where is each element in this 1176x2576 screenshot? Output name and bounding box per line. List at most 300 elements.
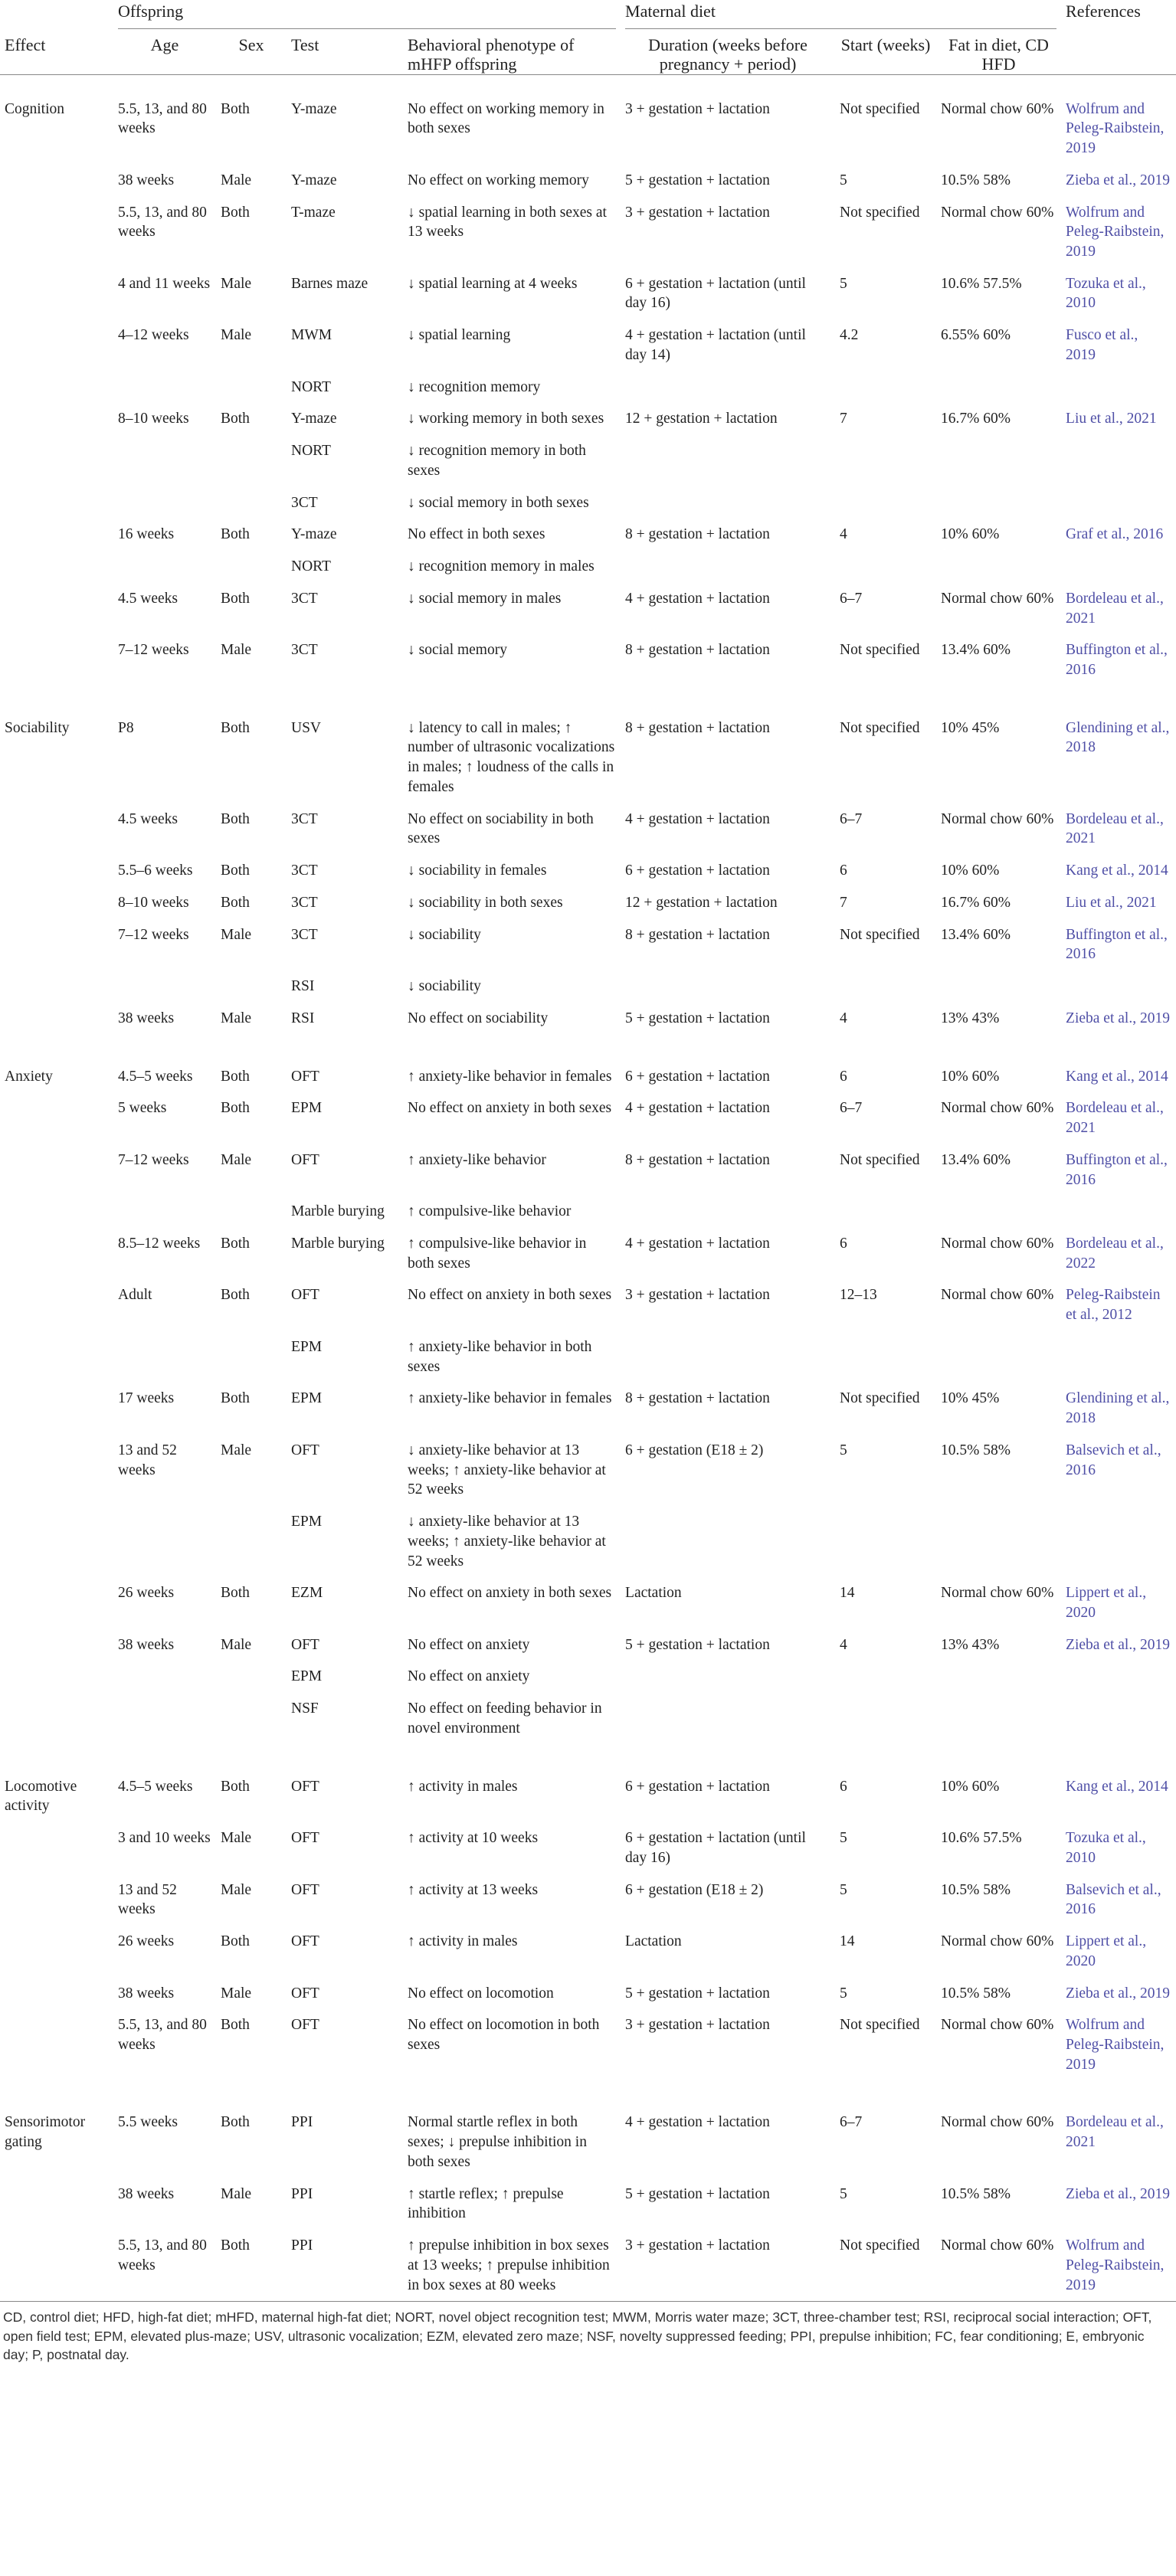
cell-duration: 4 + gestation + lactation <box>625 810 770 827</box>
cell-test: OFT <box>291 1778 319 1795</box>
table-row <box>0 165 1176 197</box>
table-row <box>0 804 1176 855</box>
cell-effect <box>0 165 113 197</box>
cell-phenotype: No effect on locomotion in both sexes <box>408 2017 600 2053</box>
cell-test: 3CT <box>291 926 318 943</box>
cell-start: 5 <box>840 1985 847 2002</box>
cell-sex: Both <box>221 1778 250 1795</box>
cell-duration: 6 + gestation (E18 ± 2) <box>625 1881 764 1898</box>
cell-phenotype: ↑ startle reflex; ↑ prepulse inhibition <box>408 2185 564 2222</box>
table-row <box>0 197 1176 268</box>
cell-duration <box>621 435 835 486</box>
cell-sex <box>216 1693 287 1756</box>
cell-test: NORT <box>291 558 331 575</box>
cell-sex: Both <box>221 1068 250 1085</box>
cell-start: Not specified <box>840 2017 920 2034</box>
cell-reference[interactable]: Zieba et al., 2019 <box>1066 1010 1170 1026</box>
cell-effect: Anxiety <box>5 1068 53 1085</box>
cell-age: 5.5–6 weeks <box>118 862 193 879</box>
table-row <box>0 1331 1176 1383</box>
cell-sex: Both <box>221 1287 250 1304</box>
cell-duration: 5 + gestation + lactation <box>625 2185 770 2202</box>
cell-reference[interactable]: Zieba et al., 2019 <box>1066 1636 1170 1653</box>
cell-age: P8 <box>118 719 134 736</box>
cell-age <box>113 1331 216 1383</box>
cell-age: 8–10 weeks <box>118 894 189 911</box>
cell-phenotype: ↑ anxiety-like behavior in females <box>408 1068 612 1085</box>
cell-age <box>113 1196 216 1228</box>
table-footnote: CD, control diet; HFD, high-fat diet; mHFD, maternal high-fat diet; NORT, novel object recognition test; MWM, Morris water maze; 3CT, three-chamber test; RSI, reciprocal social interaction; OFT, open field test; EPM, elevated plus-maze; USV, ultrasonic vocalization; EZM, elevated zero maze; NSF, novelty suppressed feeding; PPI, prepulse inhibition; FC, fear conditioning; E, embryonic day; P, postnatal day. <box>0 2301 1176 2365</box>
cell-reference[interactable]: Tozuka et al., 2010 <box>1066 275 1146 312</box>
cell-sex: Male <box>221 327 252 344</box>
cell-fat: Normal chow 60% <box>941 1287 1054 1304</box>
cell-age: 38 weeks <box>118 2185 175 2202</box>
cell-test: EPM <box>291 1668 323 1685</box>
cell-test: 3CT <box>291 590 318 607</box>
cell-start: 5 <box>840 1442 847 1458</box>
cell-sex <box>216 372 287 404</box>
cell-fat <box>936 551 1061 583</box>
cell-fat: 10.5% 58% <box>941 1985 1011 2002</box>
cell-reference[interactable]: Liu et al., 2021 <box>1066 894 1157 911</box>
cell-duration: 3 + gestation + lactation <box>625 204 770 221</box>
cell-sex: Male <box>221 1010 252 1026</box>
cell-phenotype: ↓ anxiety-like behavior at 13 weeks; ↑ anxiety-like behavior at 52 weeks <box>408 1442 606 1498</box>
cell-test: NORT <box>291 443 331 460</box>
cell-age: 7–12 weeks <box>118 1151 189 1168</box>
cell-phenotype: ↓ sociability <box>408 926 481 943</box>
cell-sex: Male <box>221 1442 252 1458</box>
cell-phenotype: ↓ sociability in females <box>408 862 547 879</box>
cell-test: OFT <box>291 1068 319 1085</box>
cell-test: RSI <box>291 1010 315 1026</box>
cell-reference[interactable]: Kang et al., 2014 <box>1066 1068 1168 1085</box>
cell-start: Not specified <box>840 719 920 736</box>
cell-sex: Both <box>221 204 250 221</box>
cell-reference[interactable]: Balsevich et al., 2016 <box>1066 1881 1161 1918</box>
cell-duration: 5 + gestation + lactation <box>625 1636 770 1653</box>
cell-sex <box>216 487 287 519</box>
cell-sex: Male <box>221 1151 252 1168</box>
cell-reference[interactable]: Wolfrum and Peleg-Raibstein, 2019 <box>1066 204 1165 260</box>
cell-test: OFT <box>291 1830 319 1847</box>
cell-duration: 4 + gestation + lactation <box>625 2114 770 2131</box>
table-header <box>0 0 1176 74</box>
cell-reference[interactable]: Kang et al., 2014 <box>1066 862 1168 879</box>
cell-age: 4.5–5 weeks <box>118 1068 193 1085</box>
cell-phenotype: No effect on sociability <box>408 1010 549 1026</box>
cell-sex: Both <box>221 862 250 879</box>
cell-fat: 16.7% 60% <box>941 411 1011 427</box>
cell-start: Not specified <box>840 204 920 221</box>
cell-start: 12–13 <box>840 1287 877 1304</box>
cell-sex: Both <box>221 2017 250 2034</box>
cell-sex: Male <box>221 1636 252 1653</box>
cell-start: 4 <box>840 1010 847 1026</box>
cell-fat <box>936 372 1061 404</box>
cell-age: 5.5 weeks <box>118 2114 178 2131</box>
cell-start: 5 <box>840 1830 847 1847</box>
cell-age: 7–12 weeks <box>118 642 189 659</box>
cell-effect <box>0 919 113 971</box>
cell-duration: 4 + gestation + lactation <box>625 1100 770 1117</box>
cell-test: NSF <box>291 1700 319 1717</box>
cell-phenotype: ↑ activity in males <box>408 1778 518 1795</box>
cell-test: Barnes maze <box>291 275 369 292</box>
cell-start <box>835 1331 936 1383</box>
header-sex: Sex <box>216 35 287 74</box>
cell-duration: 6 + gestation (E18 ± 2) <box>625 1442 764 1458</box>
cell-fat: Normal chow 60% <box>941 590 1054 607</box>
cell-age: 17 weeks <box>118 1390 175 1407</box>
cell-age: 5.5, 13, and 80 weeks <box>118 2017 207 2053</box>
cell-fat: Normal chow 60% <box>941 100 1054 117</box>
cell-fat: 10% 45% <box>941 719 1000 736</box>
cell-test: OFT <box>291 1881 319 1898</box>
cell-fat: 10% 45% <box>941 1390 1000 1407</box>
header-spacer <box>0 0 113 35</box>
cell-reference <box>1061 1693 1176 1756</box>
cell-effect <box>0 634 113 698</box>
cell-start: Not specified <box>840 926 920 943</box>
header-references: References <box>1066 2 1141 21</box>
cell-age: 5.5, 13, and 80 weeks <box>118 204 207 241</box>
cell-effect: Cognition <box>5 100 65 117</box>
cell-test: Y-maze <box>291 172 337 188</box>
cell-effect <box>0 487 113 519</box>
cell-fat: 10.6% 57.5% <box>941 1830 1022 1847</box>
cell-reference[interactable]: Buffington et al., 2016 <box>1066 642 1168 679</box>
cell-reference[interactable]: Zieba et al., 2019 <box>1066 2185 1170 2202</box>
cell-fat: 10% 60% <box>941 526 1000 543</box>
cell-age <box>113 551 216 583</box>
cell-fat: 16.7% 60% <box>941 894 1011 911</box>
cell-sex: Both <box>221 894 250 911</box>
cell-test: EPM <box>291 1338 323 1355</box>
header-test: Test <box>287 35 403 74</box>
cell-start: Not specified <box>840 1390 920 1407</box>
cell-effect <box>0 1822 113 1874</box>
cell-phenotype: No effect on working memory <box>408 172 589 188</box>
table-row <box>0 855 1176 887</box>
cell-reference[interactable]: Bordeleau et al., 2021 <box>1066 810 1164 847</box>
cell-phenotype: No effect in both sexes <box>408 526 545 543</box>
cell-phenotype: ↑ anxiety-like behavior <box>408 1151 546 1168</box>
cell-fat <box>936 1661 1061 1693</box>
header-ref-spacer <box>1061 35 1176 74</box>
cell-effect <box>0 2230 113 2301</box>
table-row <box>0 1693 1176 1756</box>
header-offspring-rule <box>118 28 616 29</box>
cell-start: 6–7 <box>840 1100 863 1117</box>
cell-test: MWM <box>291 327 332 344</box>
cell-reference[interactable]: Glendining et al., 2018 <box>1066 1390 1170 1427</box>
cell-reference[interactable]: Kang et al., 2014 <box>1066 1778 1168 1795</box>
cell-effect <box>0 2178 113 2230</box>
cell-duration: 8 + gestation + lactation <box>625 1151 770 1168</box>
cell-duration <box>621 551 835 583</box>
cell-sex <box>216 1331 287 1383</box>
cell-age <box>113 487 216 519</box>
cell-phenotype: ↑ activity at 13 weeks <box>408 1881 539 1898</box>
cell-fat: Normal chow 60% <box>941 1235 1054 1252</box>
cell-start: 14 <box>840 1585 855 1602</box>
cell-duration <box>621 1661 835 1693</box>
cell-start <box>835 1506 936 1577</box>
cell-effect <box>0 197 113 268</box>
table-row <box>0 2009 1176 2093</box>
cell-test: 3CT <box>291 810 318 827</box>
cell-reference[interactable]: Zieba et al., 2019 <box>1066 1985 1170 2002</box>
cell-test: OFT <box>291 1151 319 1168</box>
cell-reference[interactable]: Peleg-Raibstein et al., 2012 <box>1066 1287 1161 1324</box>
cell-age: 26 weeks <box>118 1933 175 1950</box>
cell-start <box>835 1661 936 1693</box>
cell-duration: 8 + gestation + lactation <box>625 642 770 659</box>
cell-sex: Both <box>221 1390 250 1407</box>
cell-effect <box>0 551 113 583</box>
cell-age: 38 weeks <box>118 1985 175 2002</box>
cell-test: OFT <box>291 2017 319 2034</box>
cell-fat: 13% 43% <box>941 1636 1000 1653</box>
cell-sex: Both <box>221 810 250 827</box>
cell-effect <box>0 319 113 371</box>
cell-sex: Male <box>221 1985 252 2002</box>
cell-reference[interactable]: Glendining et al., 2018 <box>1066 719 1170 756</box>
cell-reference[interactable]: Wolfrum and Peleg-Raibstein, 2019 <box>1066 2017 1165 2073</box>
cell-test: Marble burying <box>291 1235 385 1252</box>
cell-sex: Male <box>221 2185 252 2202</box>
cell-duration: 8 + gestation + lactation <box>625 719 770 736</box>
cell-effect: Sociability <box>5 719 70 736</box>
table-row <box>0 1822 1176 1874</box>
cell-duration: 6 + gestation + lactation (until day 16) <box>625 275 806 312</box>
cell-duration <box>621 971 835 1003</box>
cell-test: Y-maze <box>291 100 337 117</box>
cell-age: 5.5, 13, and 80 weeks <box>118 2237 207 2273</box>
cell-age <box>113 435 216 486</box>
cell-fat: 13.4% 60% <box>941 642 1011 659</box>
table-row <box>0 634 1176 698</box>
cell-sex: Both <box>221 590 250 607</box>
cell-effect <box>0 804 113 855</box>
cell-duration: 6 + gestation + lactation <box>625 862 770 879</box>
cell-fat <box>936 1196 1061 1228</box>
cell-start <box>835 971 936 1003</box>
cell-reference[interactable]: Wolfrum and Peleg-Raibstein, 2019 <box>1066 2237 1165 2293</box>
cell-effect <box>0 1279 113 1331</box>
cell-age: Adult <box>118 1287 152 1304</box>
cell-sex <box>216 551 287 583</box>
cell-age <box>113 372 216 404</box>
cell-effect <box>0 855 113 887</box>
cell-fat: Normal chow 60% <box>941 810 1054 827</box>
table-row <box>0 1196 1176 1228</box>
cell-start: 6–7 <box>840 590 863 607</box>
cell-phenotype: ↓ social memory <box>408 642 507 659</box>
cell-age: 7–12 weeks <box>118 926 189 943</box>
cell-effect: Sensorimotor gating <box>5 2114 86 2151</box>
table-row <box>0 1978 1176 2010</box>
cell-reference[interactable]: Tozuka et al., 2010 <box>1066 1830 1146 1866</box>
cell-effect <box>0 1144 113 1196</box>
cell-duration: 3 + gestation + lactation <box>625 1287 770 1304</box>
cell-reference[interactable]: Wolfrum and Peleg-Raibstein, 2019 <box>1066 100 1165 157</box>
cell-start <box>835 435 936 486</box>
cell-duration: 8 + gestation + lactation <box>625 926 770 943</box>
cell-sex: Male <box>221 1881 252 1898</box>
cell-age: 38 weeks <box>118 172 175 188</box>
cell-test: EPM <box>291 1100 323 1117</box>
table-row <box>0 971 1176 1003</box>
table-row <box>0 1279 1176 1331</box>
cell-reference[interactable]: Bordeleau et al., 2021 <box>1066 590 1164 627</box>
cell-duration: 3 + gestation + lactation <box>625 100 770 117</box>
cell-start <box>835 372 936 404</box>
cell-reference[interactable]: Graf et al., 2016 <box>1066 526 1164 543</box>
cell-age <box>113 971 216 1003</box>
cell-sex: Both <box>221 1585 250 1602</box>
cell-age: 4 and 11 weeks <box>118 275 211 292</box>
cell-test: USV <box>291 719 322 736</box>
table-row <box>0 1047 1176 1093</box>
cell-phenotype: No effect on locomotion <box>408 1985 554 2002</box>
cell-effect <box>0 1629 113 1661</box>
cell-reference[interactable]: Buffington et al., 2016 <box>1066 926 1168 963</box>
cell-test: OFT <box>291 1442 319 1458</box>
cell-test: 3CT <box>291 642 318 659</box>
cell-start: 4 <box>840 1636 847 1653</box>
cell-sex: Both <box>221 1100 250 1117</box>
cell-start <box>835 551 936 583</box>
cell-phenotype: ↑ activity in males <box>408 1933 518 1950</box>
cell-sex <box>216 1661 287 1693</box>
cell-fat <box>936 487 1061 519</box>
cell-start: 5 <box>840 1881 847 1898</box>
cell-phenotype: ↓ working memory in both sexes <box>408 411 604 427</box>
cell-reference[interactable]: Bordeleau et al., 2021 <box>1066 1100 1164 1137</box>
cell-duration: Lactation <box>625 1585 682 1602</box>
cell-sex: Male <box>221 926 252 943</box>
cell-effect <box>0 1331 113 1383</box>
cell-duration: 8 + gestation + lactation <box>625 526 770 543</box>
cell-reference <box>1061 1506 1176 1577</box>
cell-reference[interactable]: Liu et al., 2021 <box>1066 411 1157 427</box>
cell-effect <box>0 372 113 404</box>
cell-fat: Normal chow 60% <box>941 2114 1054 2131</box>
cell-duration: 12 + gestation + lactation <box>625 894 778 911</box>
cell-phenotype: ↓ recognition memory in both sexes <box>408 443 586 479</box>
cell-reference <box>1061 372 1176 404</box>
cell-duration <box>621 1331 835 1383</box>
cell-test: 3CT <box>291 894 318 911</box>
cell-reference[interactable]: Lippert et al., 2020 <box>1066 1933 1147 1969</box>
table-row <box>0 1506 1176 1577</box>
header-phenotype: Behavioral phenotype of mHFP offspring <box>403 35 621 74</box>
cell-test: OFT <box>291 1287 319 1304</box>
cell-age: 8.5–12 weeks <box>118 1235 201 1252</box>
cell-start: 4.2 <box>840 327 859 344</box>
cell-sex: Both <box>221 526 250 543</box>
cell-age: 4–12 weeks <box>118 327 189 344</box>
cell-duration <box>621 1506 835 1577</box>
cell-sex: Both <box>221 719 250 736</box>
cell-start: 5 <box>840 275 847 292</box>
header-start: Start (weeks) <box>835 35 936 74</box>
cell-sex <box>216 971 287 1003</box>
cell-start: 6–7 <box>840 2114 863 2131</box>
cell-duration: 5 + gestation + lactation <box>625 172 770 188</box>
cell-duration: 4 + gestation + lactation <box>625 590 770 607</box>
cell-fat: 10.6% 57.5% <box>941 275 1022 292</box>
cell-phenotype: ↑ compulsive-like behavior in both sexes <box>408 1235 587 1272</box>
cell-test: PPI <box>291 2114 313 2131</box>
cell-reference[interactable]: Balsevich et al., 2016 <box>1066 1442 1161 1478</box>
cell-phenotype: ↓ spatial learning at 4 weeks <box>408 275 578 292</box>
cell-sex: Both <box>221 411 250 427</box>
cell-effect <box>0 1661 113 1693</box>
cell-reference[interactable]: Bordeleau et al., 2021 <box>1066 2114 1164 2151</box>
cell-duration: 4 + gestation + lactation <box>625 1235 770 1252</box>
cell-effect <box>0 1003 113 1047</box>
table-row <box>0 2230 1176 2301</box>
cell-sex <box>216 1506 287 1577</box>
cell-fat: 10.5% 58% <box>941 1442 1011 1458</box>
cell-effect <box>0 1506 113 1577</box>
cell-fat: 10% 60% <box>941 1068 1000 1085</box>
cell-test: 3CT <box>291 862 318 879</box>
cell-fat: 10.5% 58% <box>941 1881 1011 1898</box>
cell-fat <box>936 1693 1061 1756</box>
cell-phenotype: ↑ prepulse inhibition in box sexes at 13 weeks; ↑ prepulse inhibition in box sexes at 80 weeks <box>408 2237 610 2293</box>
cell-test: Y-maze <box>291 411 337 427</box>
cell-effect <box>0 1092 113 1144</box>
cell-effect <box>0 1577 113 1628</box>
cell-test: Marble burying <box>291 1203 385 1220</box>
table-row <box>0 919 1176 971</box>
cell-reference[interactable]: Bordeleau et al., 2022 <box>1066 1235 1164 1272</box>
cell-effect <box>0 887 113 919</box>
cell-sex: Male <box>221 642 252 659</box>
cell-reference <box>1061 1331 1176 1383</box>
header-maternal-diet-rule <box>625 28 1056 29</box>
cell-phenotype: ↓ sociability <box>408 978 481 995</box>
cell-reference[interactable]: Zieba et al., 2019 <box>1066 172 1170 188</box>
cell-sex: Both <box>221 100 250 117</box>
table-row <box>0 1435 1176 1506</box>
cell-reference[interactable]: Fusco et al., 2019 <box>1066 327 1138 363</box>
cell-phenotype: No effect on sociability in both sexes <box>408 810 594 847</box>
cell-test: OFT <box>291 1933 319 1950</box>
cell-age: 13 and 52 weeks <box>118 1881 177 1918</box>
cell-test: PPI <box>291 2185 313 2202</box>
cell-reference[interactable]: Buffington et al., 2016 <box>1066 1151 1168 1188</box>
header-maternal-diet-label: Maternal diet <box>625 2 716 21</box>
cell-effect <box>0 1693 113 1756</box>
cell-phenotype: Normal startle reflex in both sexes; ↓ prepulse inhibition in both sexes <box>408 2114 587 2170</box>
cell-age: 38 weeks <box>118 1010 175 1026</box>
table-row <box>0 1874 1176 1926</box>
cell-age: 8–10 weeks <box>118 411 189 427</box>
cell-start <box>835 1693 936 1756</box>
cell-duration <box>621 1693 835 1756</box>
cell-duration: 3 + gestation + lactation <box>625 2237 770 2254</box>
table-row <box>0 2093 1176 2178</box>
cell-reference[interactable]: Lippert et al., 2020 <box>1066 1585 1147 1621</box>
cell-effect <box>0 1196 113 1228</box>
cell-fat: Normal chow 60% <box>941 1100 1054 1117</box>
cell-fat: Normal chow 60% <box>941 1585 1054 1602</box>
